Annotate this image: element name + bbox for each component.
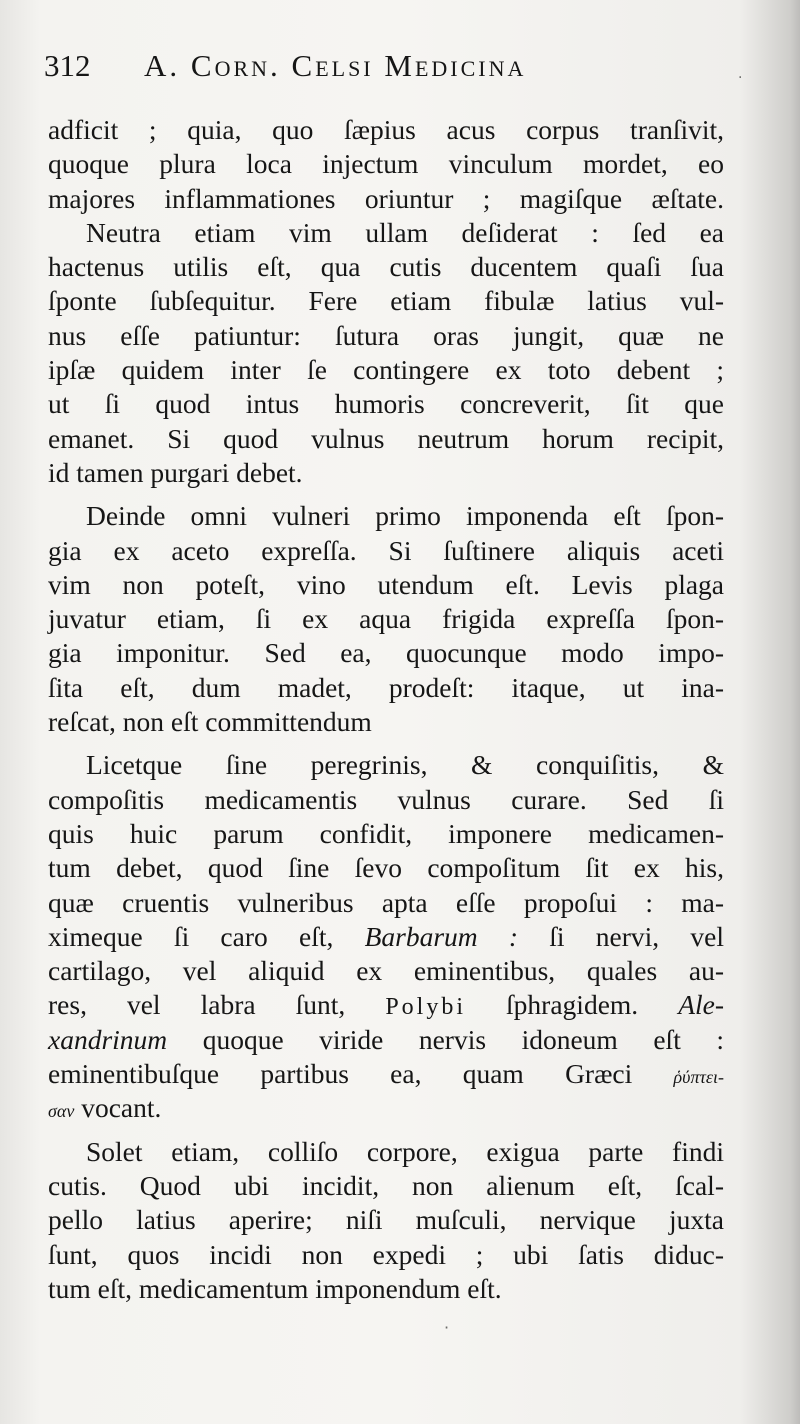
text-line: majores inflammationes oriuntur ; magiſque æſtate. — [48, 182, 724, 214]
text-line: tum debet, quod ſine ſevo compoſitum ſit ex his, — [48, 852, 724, 884]
text-line: Solet etiam, colliſo corpore, exigua parte findi — [86, 1135, 724, 1167]
text-line: tum eſt, medicamentum imponendum eſt. — [48, 1272, 502, 1304]
body-text — [48, 113, 724, 1306]
text-line: reſcat, non eſt committendum — [48, 706, 372, 738]
drug-name-alexandrinum-cont: xandrinum — [48, 1023, 168, 1055]
text-line — [48, 920, 724, 954]
text-line: Deinde omni vulneri primo imponenda eſt ſpon- — [86, 500, 724, 532]
drug-name-alexandrinum: Ale- — [678, 989, 725, 1021]
text-line — [48, 1023, 724, 1057]
text-line: juvatur etiam, ſi ex aqua frigida expreſſa ſpon- — [48, 603, 724, 635]
text-run: ſphragidem. — [506, 989, 639, 1021]
text-line: adficit ; quia, quo ſæpius acus corpus tranſivit, — [48, 114, 724, 145]
text-run: eminentibuſque partibus ea, quam Græci — [48, 1058, 633, 1090]
text-line: pello latius aperire; niſi muſculi, nervique juxta — [48, 1204, 724, 1236]
text-run: ximeque ſi caro eſt, — [48, 920, 334, 952]
text-line: quis huic parum confidit, imponere medicamen- — [48, 817, 724, 849]
text-run: res, vel labra ſunt, — [48, 989, 346, 1021]
text-line: ſunt, quos incidi non expedi ; ubi ſatis diduc- — [48, 1238, 724, 1270]
text-line: Neutra etiam vim ullam deſiderat : ſed ea — [86, 216, 724, 248]
text-run: vocant. — [81, 1092, 162, 1124]
text-line: hactenus utilis eſt, qua cutis ducentem quaſi ſua — [48, 251, 724, 283]
page-number: 312 — [44, 48, 91, 83]
text-line: gia ex aceto expreſſa. Si ſuſtinere aliquis aceti — [48, 534, 724, 566]
text-run: quoque viride nervis idoneum eſt : — [202, 1023, 725, 1055]
paragraph-gap — [48, 490, 724, 499]
text-line: nus eſſe patiuntur: ſutura oras jungit, quæ ne — [48, 319, 724, 351]
text-line — [48, 1091, 724, 1125]
paragraph — [48, 113, 724, 216]
greek-word-cont: σαν — [48, 1101, 75, 1122]
text-line: gia imponitur. Sed ea, quocunque modo impo- — [48, 637, 724, 669]
paragraph-gap — [48, 739, 724, 748]
drug-name-barbarum: Barbarum : — [364, 920, 519, 952]
paragraph — [48, 1135, 724, 1306]
page-title: A. Corn. Celsi Medicina — [144, 48, 527, 83]
text-line: cutis. Quod ubi incidit, non alienum eſt, ſcal- — [48, 1169, 724, 1201]
text-line: quoque plura loca injectum vinculum mordet, eo — [48, 148, 724, 180]
text-run: ſi nervi, vel — [549, 920, 724, 952]
text-line: ſponte ſubſequitur. Fere etiam fibulæ latius vul- — [48, 285, 724, 317]
text-line: ipſæ quidem inter ſe contingere ex toto debent ; — [48, 354, 724, 386]
greek-word: ῥύπτει- — [673, 1067, 724, 1088]
text-line: id tamen purgari debet. — [48, 456, 303, 488]
paragraph — [48, 216, 724, 490]
name-polybi: Polybi — [385, 994, 466, 1021]
text-line: vim non poteſt, vino utendum eſt. Levis plaga — [48, 568, 724, 600]
paper-speck: · — [738, 70, 743, 86]
text-line — [48, 988, 724, 1022]
running-head — [44, 46, 744, 86]
text-line: cartilago, vel aliquid ex eminentibus, quales au- — [48, 955, 724, 987]
paragraph — [48, 499, 724, 739]
text-line: Licetque ſine peregrinis, & conquiſitis, & — [86, 749, 724, 781]
paragraph — [48, 748, 724, 1125]
paragraph-gap — [48, 1126, 724, 1135]
text-line: ut ſi quod intus humoris concreverit, ſit que — [48, 388, 724, 420]
paper-speck: · — [444, 1318, 450, 1337]
text-line: ſita eſt, dum madet, prodeſt: itaque, ut ina- — [48, 671, 724, 703]
text-line: quæ cruentis vulneribus apta eſſe propoſui : ma- — [48, 886, 724, 918]
text-line: emanet. Si quod vulnus neutrum horum recipit, — [48, 422, 724, 454]
text-line: compoſitis medicamentis vulnus curare. Sed ſi — [48, 783, 724, 815]
text-line — [48, 1057, 724, 1091]
